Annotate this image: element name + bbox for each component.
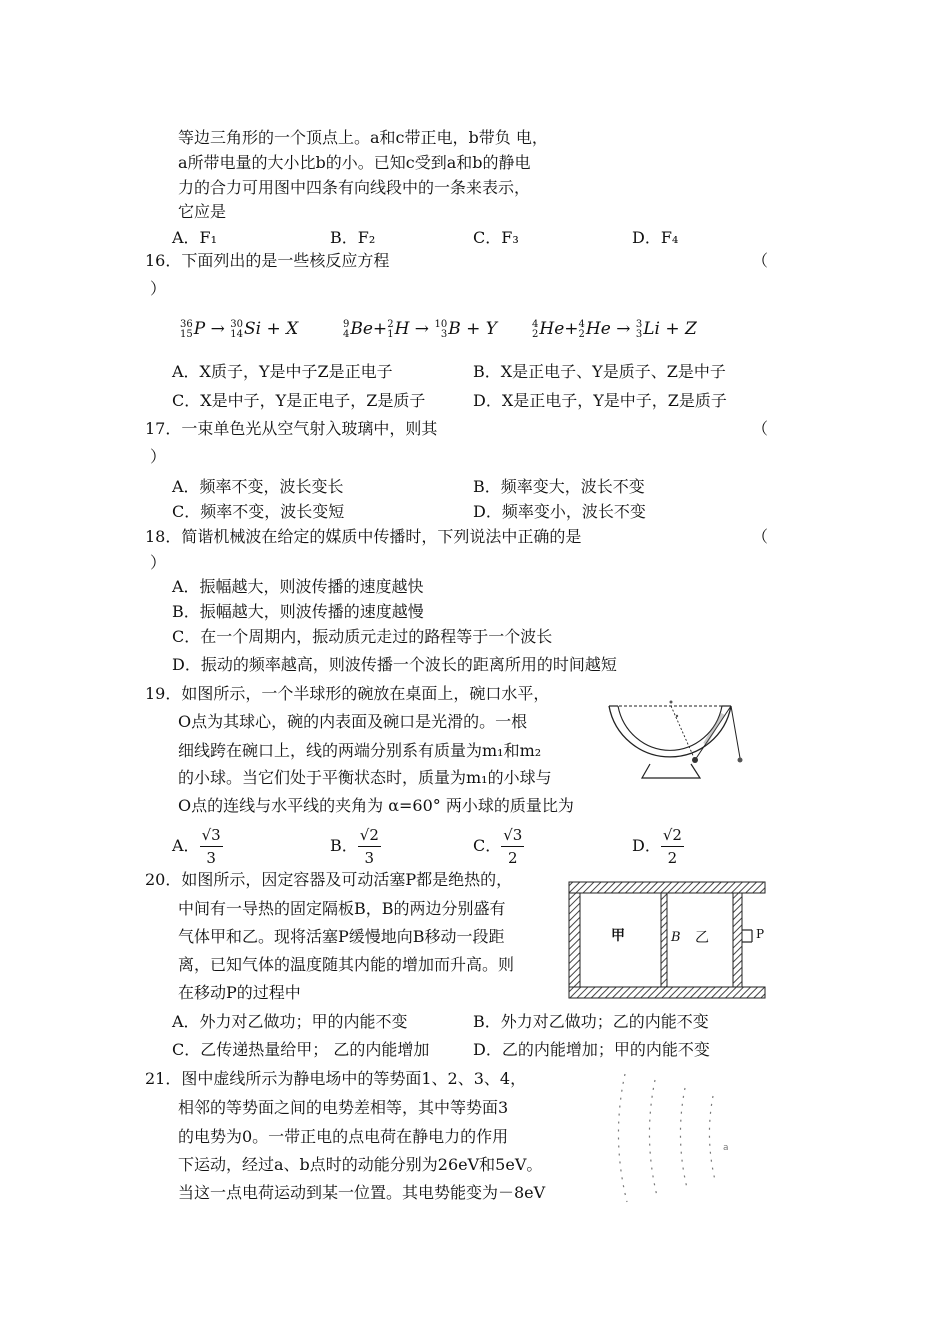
- q16-stem: 16．下面列出的是一些核反应方程: [145, 251, 390, 270]
- q20-option-a: A．外力对乙做功；甲的内能不变: [172, 1012, 408, 1031]
- q18-option-c: C．在一个周期内，振动质元走过的路程等于一个波长: [172, 627, 553, 646]
- q16-option-a: A．X质子，Y是中子Z是正电子: [172, 362, 393, 381]
- q19-line-1: 19．如图所示，一个半球形的碗放在桌面上，碗口水平，: [145, 684, 550, 703]
- q21-line-4: 下运动，经过a、b点时的动能分别为26eV和5eV。: [178, 1155, 543, 1174]
- container-walls: [567, 880, 767, 1000]
- q15-line-3: 力的合力可用图中四条有向线段中的一条来表示，: [178, 178, 531, 197]
- q21-line-5: 当这一点电荷运动到某一位置。其电势能变为－8eV: [178, 1183, 546, 1202]
- q15-line-2: a所带电量的大小比b的小。已知c受到a和b的静电: [178, 153, 531, 172]
- q18-stem: 18．简谐机械波在给定的媒质中传播时，下列说法中正确的是: [145, 527, 582, 546]
- bowl-figure: [605, 696, 765, 788]
- q16-equation-1: 36 15 P → 30 14 Si + X: [180, 318, 299, 340]
- q16-equation-2: 9 4 Be+ 2 1 H → 10 3 B + Y: [343, 318, 497, 340]
- q18-option-d: D．振动的频率越高，则波传播一个波长的距离所用的时间越短: [172, 655, 617, 674]
- q15-option-b: B．F₂: [330, 228, 376, 247]
- q16-option-c: C．X是中子，Y是正电子，Z是质子: [172, 391, 426, 410]
- gas-yi-label: 乙: [695, 930, 709, 946]
- partition-b-label: B: [671, 930, 681, 945]
- q19-line-4: 的小球。当它们处于平衡状态时，质量为m₁的小球与: [178, 768, 552, 787]
- gas-jia-label: 甲: [611, 928, 625, 944]
- q17-bracket-close: ）: [150, 447, 167, 466]
- q18-option-b: B．振幅越大，则波传播的速度越慢: [172, 602, 424, 621]
- q16-option-b: B．X是正电子、Y是质子、Z是中子: [473, 362, 726, 381]
- q16-equation-3: 4 2 He+ 4 2 He → 3 3 Li + Z: [532, 318, 697, 340]
- q18-bracket-open: （: [752, 527, 769, 546]
- q15-line-4: 它应是: [178, 202, 227, 221]
- equipotential-figure: [605, 1068, 745, 1208]
- q15-option-a: A．F₁: [172, 228, 218, 247]
- q15-option-d: D．F₄: [632, 228, 679, 247]
- q20-option-b: B．外力对乙做功；乙的内能不变: [473, 1012, 709, 1031]
- q20-line-1: 20．如图所示，因定容器及可动活塞P都是绝热的，: [145, 870, 513, 889]
- q15-option-c: C．F₃: [473, 228, 519, 247]
- q20-option-d: D．乙的内能增加；甲的内能不变: [473, 1040, 710, 1059]
- q18-bracket-close: ）: [150, 553, 167, 572]
- q19-line-5: O点的连线与水平线的夹角为 α=60° 两小球的质量比为: [178, 796, 574, 815]
- q17-bracket-open: （: [752, 419, 769, 438]
- q21-line-1: 21．图中虚线所示为静电场中的等势面1、2、3、4，: [145, 1069, 527, 1088]
- container-figure: [567, 880, 767, 1000]
- q20-line-5: 在移动P的过程中: [178, 983, 301, 1002]
- svg-text:a: a: [723, 1143, 729, 1153]
- q17-option-d: D．频率变小，波长不变: [473, 502, 646, 521]
- q16-bracket-close: ）: [150, 279, 167, 298]
- q16-bracket-open: （: [752, 251, 769, 270]
- q19-option-b: B． $\frac{√2}{3}$: [330, 826, 379, 867]
- q20-option-c: C．乙传递热量给甲； 乙的内能增加: [172, 1040, 430, 1059]
- q19-line-2: O点为其球心，碗的内表面及碗口是光滑的。一根: [178, 712, 528, 731]
- q15-line-1: 等边三角形的一个顶点上。a和c带正电，b带负 电，: [178, 128, 548, 147]
- q17-option-a: A．频率不变，波长变长: [172, 477, 344, 496]
- q20-line-3: 气体甲和乙。现将活塞P缓慢地向B移动一段距: [178, 927, 505, 946]
- q19-option-c: C． $\frac{√3}{2}$: [473, 826, 523, 867]
- q18-option-a: A．振幅越大，则波传播的速度越快: [172, 577, 424, 596]
- q16-option-d: D．X是正电子，Y是中子，Z是质子: [473, 391, 727, 410]
- q17-option-b: B．频率变大，波长不变: [473, 477, 645, 496]
- q17-stem: 17．一束单色光从空气射入玻璃中，则其: [145, 419, 438, 438]
- q19-option-d: D． $\frac{√2}{2}$: [632, 826, 682, 867]
- q17-option-c: C．频率不变，波长变短: [172, 502, 345, 521]
- q21-line-2: 相邻的等势面之间的电势差相等，其中等势面3: [178, 1098, 509, 1117]
- q21-line-3: 的电势为0。一带正电的点电荷在静电力的作用: [178, 1127, 509, 1146]
- q19-option-a: A． $\frac{√3}{3}$: [172, 826, 221, 867]
- q19-line-3: 细线跨在碗口上，线的两端分别系有质量为m₁和m₂: [178, 741, 542, 760]
- q20-line-2: 中间有一导热的固定隔板B，B的两边分别盛有: [178, 899, 506, 918]
- q20-line-4: 离，已知气体的温度随其内能的增加而升高。则: [178, 955, 515, 974]
- piston-p-label: P: [756, 927, 765, 941]
